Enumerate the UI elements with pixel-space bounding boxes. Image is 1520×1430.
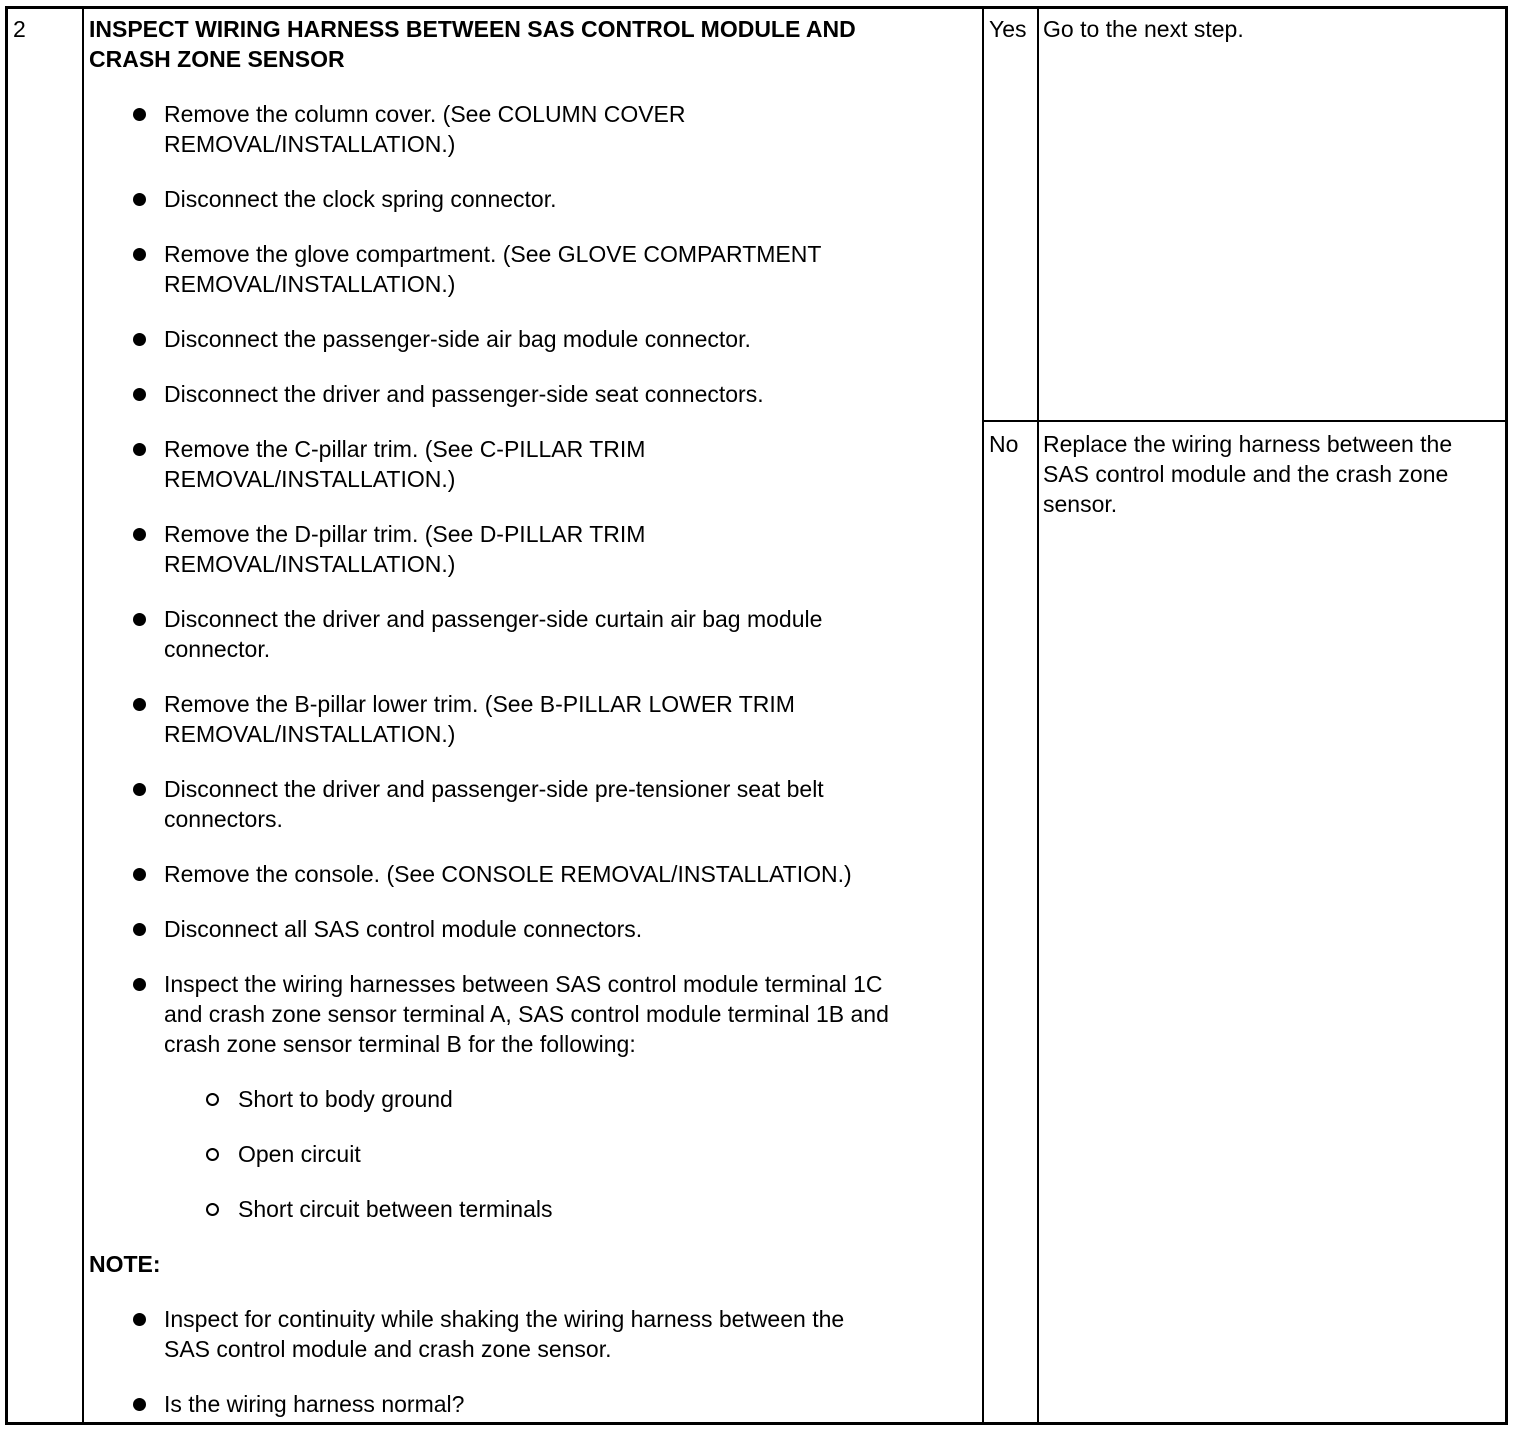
bullet-text-line: Remove the column cover. (See COLUMN COVER: [164, 101, 686, 127]
sub-bullet-circle-icon: [206, 1093, 219, 1106]
bullet-text-line: crash zone sensor terminal B for the following:: [164, 1031, 636, 1057]
step-number: 2: [13, 16, 26, 42]
action-text-line: Replace the wiring harness between the: [1043, 431, 1453, 457]
bullet-text-line: Disconnect the driver and passenger-side pre-tensioner seat belt: [164, 776, 824, 802]
bullet-text-line: Disconnect all SAS control module connectors.: [164, 916, 643, 942]
bullet-text-line: REMOVAL/INSTALLATION.): [164, 721, 456, 747]
note-bullet-text-line: Inspect for continuity while shaking the wiring harness between the: [164, 1306, 845, 1332]
bullet-dot-icon: [133, 698, 146, 711]
result-row-divider: [982, 420, 1505, 422]
action-text-line: sensor.: [1043, 491, 1118, 517]
note-bullet-text-line: SAS control module and crash zone sensor.: [164, 1336, 612, 1362]
bullet-text-line: Disconnect the passenger-side air bag module connector.: [164, 326, 751, 352]
column-divider-step: [82, 9, 84, 1422]
sub-bullet-text: Short to body ground: [238, 1086, 453, 1112]
note-label: NOTE:: [89, 1251, 161, 1277]
bullet-text-line: connector.: [164, 636, 271, 662]
column-divider-answer: [982, 9, 984, 1422]
bullet-text-line: connectors.: [164, 806, 283, 832]
bullet-dot-icon: [133, 783, 146, 796]
sub-bullet-text: Open circuit: [238, 1141, 361, 1167]
sub-bullet-circle-icon: [206, 1203, 219, 1216]
bullet-dot-icon: [133, 1398, 146, 1411]
bullet-text-line: Disconnect the driver and passenger-side curtain air bag module: [164, 606, 823, 632]
bullet-text-line: REMOVAL/INSTALLATION.): [164, 466, 456, 492]
bullet-text-line: Inspect the wiring harnesses between SAS control module terminal 1C: [164, 971, 883, 997]
answer-yes: Yes: [989, 16, 1027, 42]
column-divider-action: [1037, 9, 1039, 1422]
bullet-dot-icon: [133, 248, 146, 261]
sub-bullet-circle-icon: [206, 1148, 219, 1161]
bullet-text-line: and crash zone sensor terminal A, SAS control module terminal 1B and: [164, 1001, 889, 1027]
bullet-dot-icon: [133, 333, 146, 346]
bullet-text-line: Remove the console. (See CONSOLE REMOVAL/INSTALLATION.): [164, 861, 852, 887]
bullet-text-line: Remove the glove compartment. (See GLOVE COMPARTMENT: [164, 241, 822, 267]
action-text-line: SAS control module and the crash zone: [1043, 461, 1449, 487]
bullet-text-line: Remove the D-pillar trim. (See D-PILLAR TRIM: [164, 521, 646, 547]
bullet-text-line: Disconnect the driver and passenger-side seat connectors.: [164, 381, 764, 407]
bullet-dot-icon: [133, 528, 146, 541]
step-title-line: CRASH ZONE SENSOR: [89, 46, 345, 72]
action-text-line: Go to the next step.: [1043, 16, 1244, 42]
bullet-text-line: Remove the B-pillar lower trim. (See B-PILLAR LOWER TRIM: [164, 691, 795, 717]
sub-bullet-text: Short circuit between terminals: [238, 1196, 553, 1222]
bullet-dot-icon: [133, 923, 146, 936]
bullet-dot-icon: [133, 193, 146, 206]
answer-no: No: [989, 431, 1019, 457]
step-title-line: INSPECT WIRING HARNESS BETWEEN SAS CONTROL MODULE AND: [89, 16, 856, 42]
bullet-dot-icon: [133, 613, 146, 626]
bullet-text-line: REMOVAL/INSTALLATION.): [164, 271, 456, 297]
bullet-text-line: REMOVAL/INSTALLATION.): [164, 131, 456, 157]
bullet-text-line: Disconnect the clock spring connector.: [164, 186, 557, 212]
bullet-dot-icon: [133, 868, 146, 881]
bullet-dot-icon: [133, 108, 146, 121]
bullet-dot-icon: [133, 388, 146, 401]
bullet-text-line: Remove the C-pillar trim. (See C-PILLAR TRIM: [164, 436, 646, 462]
bullet-dot-icon: [133, 1313, 146, 1326]
note-bullet-text-line: Is the wiring harness normal?: [164, 1391, 465, 1417]
bullet-text-line: REMOVAL/INSTALLATION.): [164, 551, 456, 577]
bullet-dot-icon: [133, 978, 146, 991]
bullet-dot-icon: [133, 443, 146, 456]
